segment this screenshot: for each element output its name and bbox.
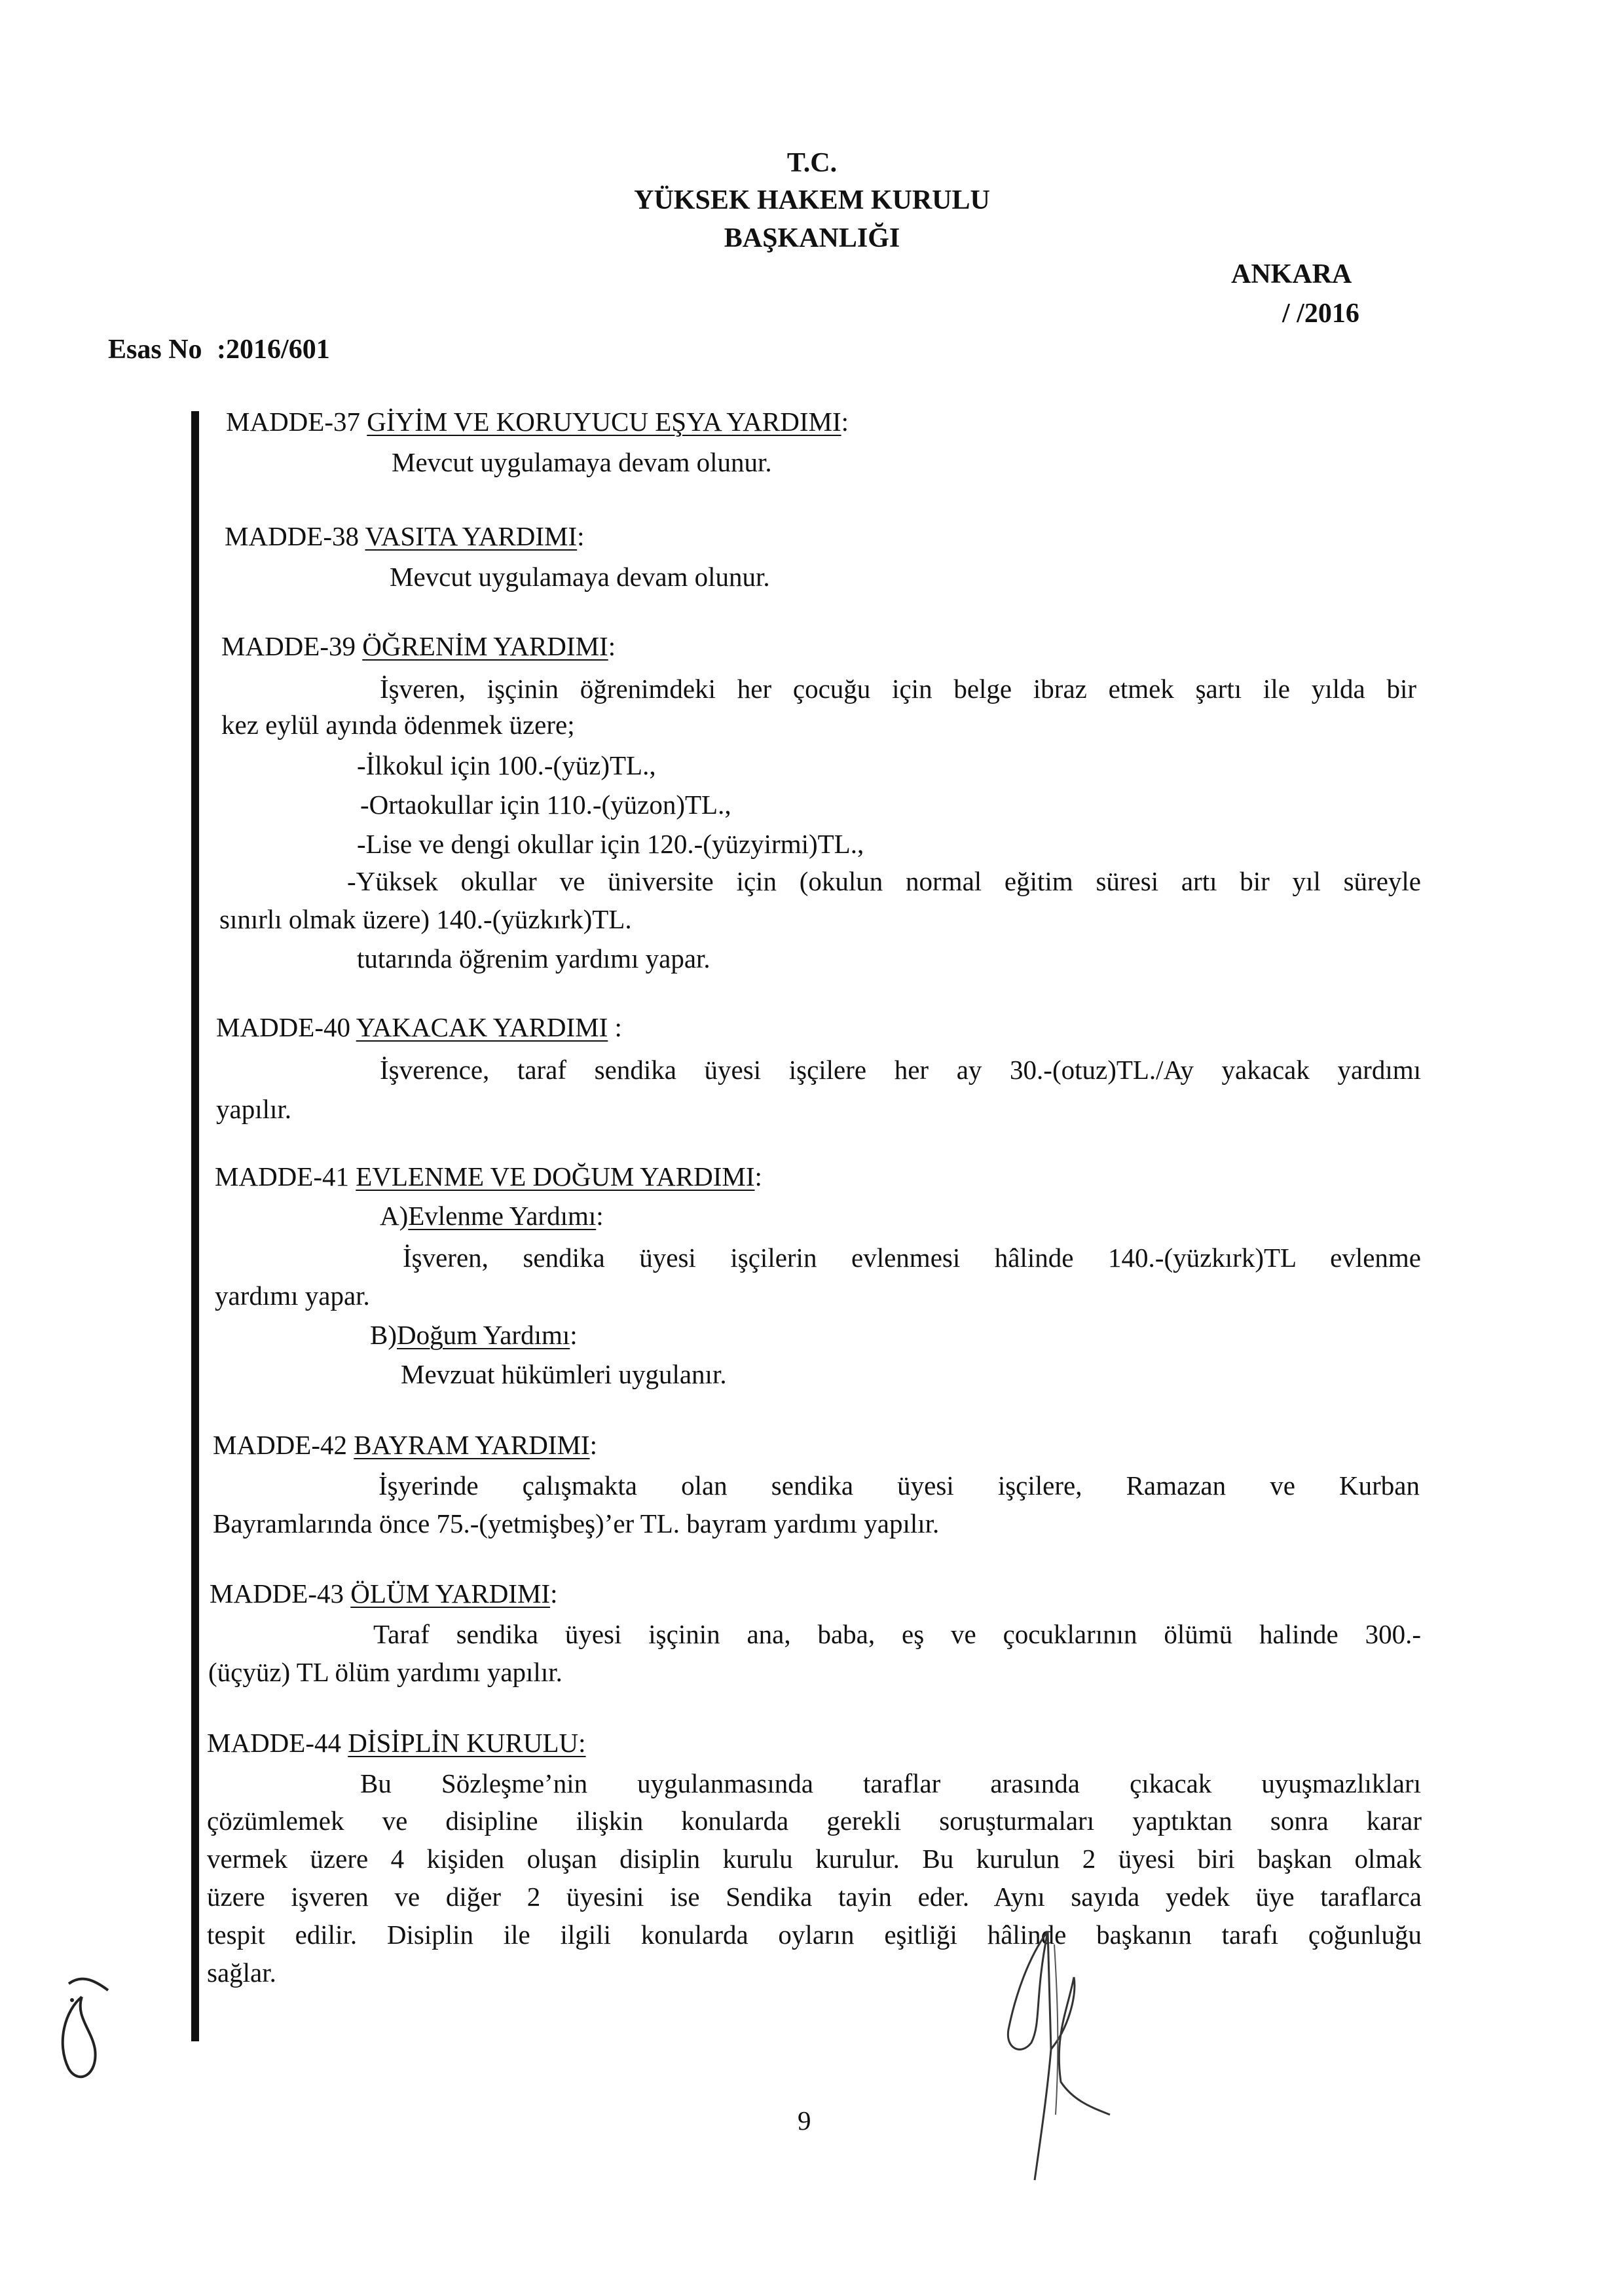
- article-39-line-8: tutarında öğrenim yardımı yapar.: [357, 943, 710, 974]
- margin-change-bar: [191, 411, 199, 2041]
- case-label: Esas No: [108, 335, 202, 365]
- article-41-colon: :: [754, 1161, 762, 1192]
- article-40-title: YAKACAK YARDIMI: [356, 1012, 608, 1042]
- handwritten-initial-mark: [46, 1971, 118, 2102]
- article-40-heading: [216, 1011, 622, 1043]
- article-38-heading: [225, 520, 585, 552]
- article-41-b-title: Doğum Yardımı: [397, 1320, 570, 1350]
- article-39-line-2: kez eylül ayında ödenmek üzere;: [221, 710, 575, 740]
- article-44-number: MADDE-44: [207, 1728, 348, 1758]
- article-41-b-colon: :: [570, 1320, 578, 1350]
- article-39-item-primary: -İlkokul için 100.-(yüz)TL.,: [357, 750, 656, 780]
- article-41-number: MADDE-41: [215, 1161, 356, 1192]
- article-42-number: MADDE-42: [213, 1430, 354, 1460]
- article-44-line-4: üzere işveren ve diğer 2 üyesini ise Sendika tayin eder. Aynı sayıda yedek üye taraflarca: [207, 1882, 1422, 1912]
- article-44-line-6: sağlar.: [207, 1958, 276, 1988]
- article-39-heading: [221, 630, 616, 662]
- article-41-b-line-1: Mevzuat hükümleri uygulanır.: [401, 1359, 727, 1389]
- article-44-line-2: çözümlemek ve disipline ilişkin konularda gerekli soruşturmaları yaptıktan sonra karar: [207, 1806, 1422, 1836]
- article-39-title: ÖĞRENİM YARDIMI: [362, 631, 608, 661]
- case-value: :2016/601: [217, 335, 330, 365]
- article-39-number: MADDE-39: [221, 631, 363, 661]
- article-44-heading: [207, 1727, 586, 1758]
- article-40-number: MADDE-40: [216, 1012, 356, 1042]
- article-43-title: ÖLÜM YARDIMI: [350, 1578, 551, 1609]
- article-44-line-5: tespit edilir. Disiplin ile ilgili konularda oyların eşitliği hâlinde başkanın tarafı çoğunluğu: [207, 1920, 1422, 1950]
- article-37-colon: :: [841, 407, 849, 437]
- article-42-heading: [213, 1429, 597, 1461]
- article-41-a-line-2: yardımı yapar.: [215, 1281, 370, 1311]
- article-41-a-title: Evlenme Yardımı: [408, 1201, 597, 1231]
- article-39-colon: :: [608, 631, 616, 661]
- header-city: ANKARA: [1231, 259, 1352, 289]
- article-41-a-line-1: İşveren, sendika üyesi işçilerin evlenmesi hâlinde 140.-(yüzkırk)TL evlenme: [403, 1243, 1421, 1273]
- article-42-colon: :: [589, 1430, 597, 1460]
- page-number: 9: [798, 2105, 811, 2136]
- article-44-line-1: Bu Sözleşme’nin uygulanmasında taraflar arasında çıkacak uyuşmazlıkları: [360, 1768, 1421, 1798]
- article-43-line-1: Taraf sendika üyesi işçinin ana, baba, eş ve çocuklarının ölümü halinde 300.-: [373, 1619, 1421, 1649]
- article-38-title: VASITA YARDIMI: [365, 521, 578, 551]
- article-39-item-middle: -Ortaokullar için 110.-(yüzon)TL.,: [360, 790, 731, 820]
- article-43-line-2: (üçyüz) TL ölüm yardımı yapılır.: [208, 1657, 563, 1687]
- article-43-heading: [210, 1578, 557, 1609]
- article-37-title: GİYİM VE KORUYUCU EŞYA YARDIMI: [367, 407, 841, 437]
- article-44-title: DİSİPLİN KURULU:: [348, 1728, 586, 1758]
- case-number: [108, 334, 330, 365]
- article-37-heading: [226, 406, 849, 437]
- article-42-title: BAYRAM YARDIMI: [354, 1430, 590, 1460]
- article-42-line-1: İşyerinde çalışmakta olan sendika üyesi işçilere, Ramazan ve Kurban: [378, 1470, 1420, 1501]
- article-41-a-prefix: A): [380, 1201, 409, 1231]
- article-42-line-2: Bayramlarında önce 75.-(yetmişbeş)’er TL. bayram yardımı yapılır.: [213, 1508, 940, 1539]
- article-37-text: Mevcut uygulamaya devam olunur.: [392, 447, 772, 477]
- article-40-line-2: yapılır.: [216, 1094, 292, 1124]
- article-39-line-1: İşveren, işçinin öğrenimdeki her çocuğu için belge ibraz etmek şartı ile yılda bir: [380, 674, 1416, 704]
- article-41-subheading-b: [370, 1319, 578, 1351]
- article-43-number: MADDE-43: [210, 1578, 351, 1609]
- article-40-line-1: İşverence, taraf sendika üyesi işçilere her ay 30.-(otuz)TL./Ay yakacak yardımı: [380, 1055, 1421, 1085]
- article-39-line-7: sınırlı olmak üzere) 140.-(yüzkırk)TL.: [219, 904, 632, 934]
- article-38-text: Mevcut uygulamaya devam olunur.: [390, 562, 770, 592]
- header-date: / /2016: [1282, 299, 1359, 329]
- header-tc: T.C.: [786, 148, 838, 178]
- article-41-a-colon: :: [596, 1201, 604, 1231]
- article-39-item-high: -Lise ve dengi okullar için 120.-(yüzyirmi)TL.,: [357, 829, 864, 859]
- article-41-heading: [215, 1161, 762, 1192]
- article-41-title: EVLENME VE DOĞUM YARDIMI: [356, 1161, 755, 1192]
- article-41-b-prefix: B): [370, 1320, 397, 1350]
- handwritten-signature: [969, 1918, 1120, 2193]
- article-39-item-university: -Yüksek okullar ve üniversite için (okulun normal eğitim süresi artı bir yıl süreyle: [347, 866, 1421, 896]
- header-institution: YÜKSEK HAKEM KURULU: [634, 185, 990, 215]
- article-43-colon: :: [550, 1578, 558, 1609]
- article-41-subheading-a: [380, 1200, 604, 1231]
- header-presidency: BAŞKANLIĞI: [724, 223, 900, 253]
- article-38-colon: :: [577, 521, 585, 551]
- article-38-number: MADDE-38: [225, 521, 365, 551]
- article-40-colon: :: [608, 1012, 622, 1042]
- article-37-number: MADDE-37: [226, 407, 367, 437]
- article-44-line-3: vermek üzere 4 kişiden oluşan disiplin kurulu kurulur. Bu kurulun 2 üyesi biri başkan olmak: [207, 1844, 1422, 1874]
